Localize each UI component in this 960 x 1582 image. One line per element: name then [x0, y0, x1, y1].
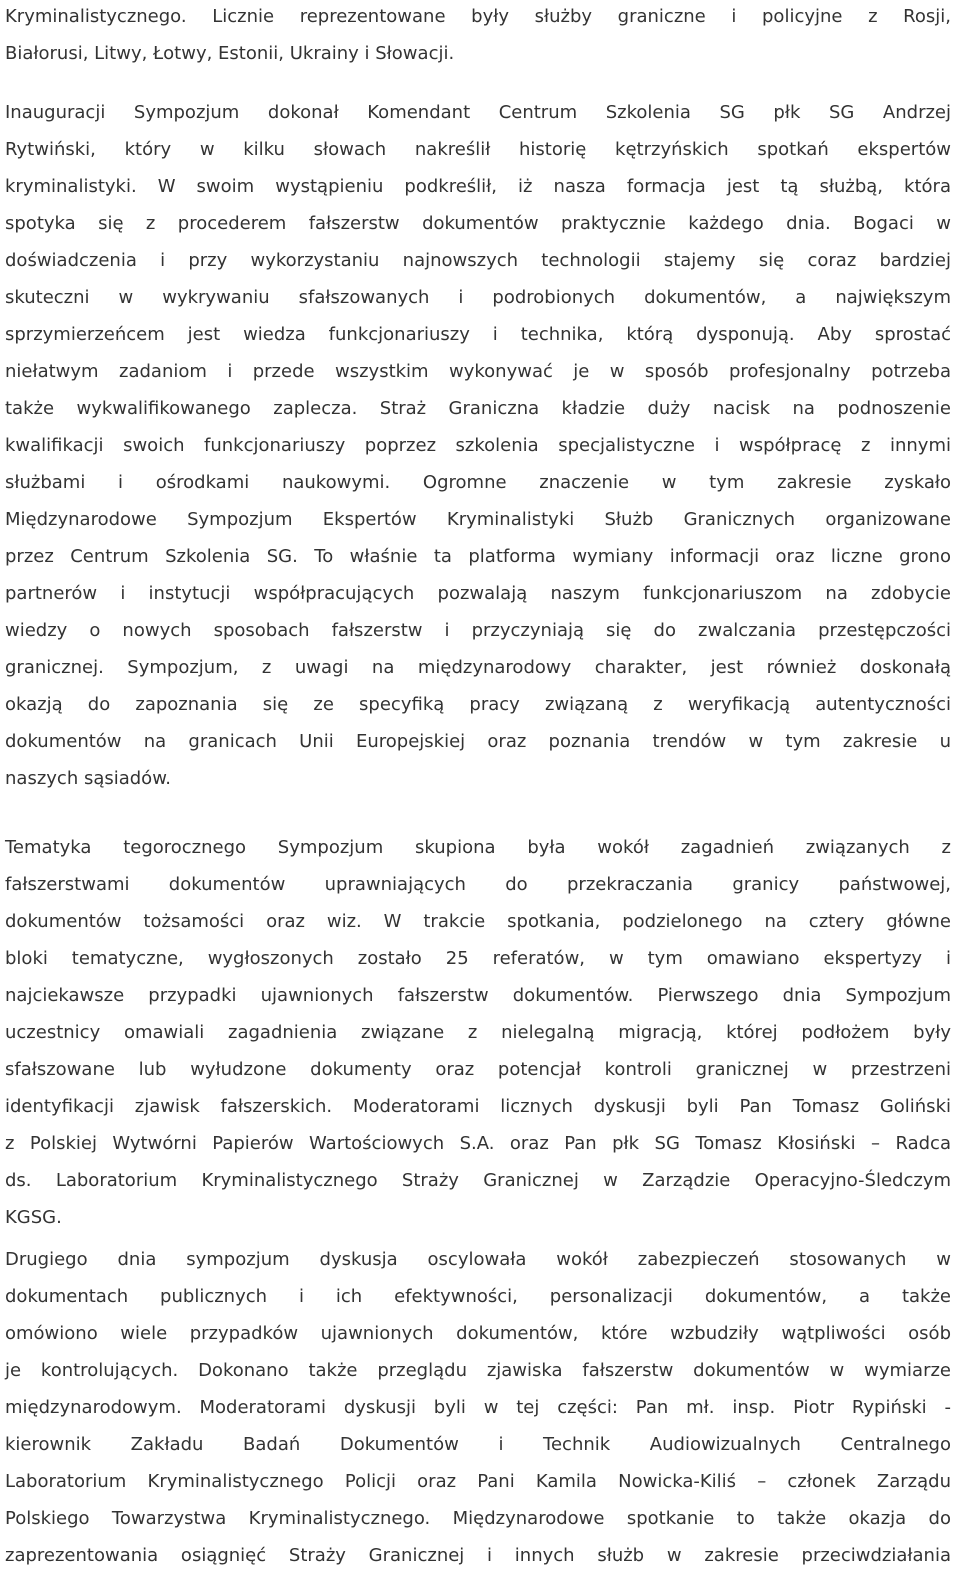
- text-line: Inauguracji Sympozjum dokonał Komendant Centrum Szkolenia SG płk SG Andrzej: [5, 102, 951, 123]
- text-line: uczestnicy omawiali zagadnienia związane z nielegalną migracją, której podłożem były: [5, 1022, 951, 1043]
- text-line: sfałszowane lub wyłudzone dokumenty oraz potencjał kontroli granicznej w przestrzeni: [5, 1059, 951, 1080]
- text-line: ds. Laboratorium Kryminalistycznego Straży Granicznej w Zarządzie Operacyjno-Śledczym: [5, 1170, 951, 1191]
- text-line: Rytwiński, który w kilku słowach nakreślił historię kętrzyńskich spotkań ekspertów: [5, 139, 951, 160]
- text-line: kryminalistyki. W swoim wystąpieniu podkreślił, iż nasza formacja jest tą służbą, która: [5, 176, 951, 197]
- text-line: naszych sąsiadów.: [5, 768, 171, 789]
- text-line: kierownik Zakładu Badań Dokumentów i Technik Audiowizualnych Centralnego: [5, 1434, 951, 1455]
- text-line: z Polskiej Wytwórni Papierów Wartościowych S.A. oraz Pan płk SG Tomasz Kłosiński – Radca: [5, 1133, 951, 1154]
- text-line: dokumentów tożsamości oraz wiz. W trakcie spotkania, podzielonego na cztery główne: [5, 911, 951, 932]
- text-line: partnerów i instytucji współpracujących pozwalają naszym funkcjonariuszom na zdobycie: [5, 583, 951, 604]
- text-line: dokumentach publicznych i ich efektywności, personalizacji dokumentów, a także: [5, 1286, 951, 1307]
- text-line: Międzynarodowe Sympozjum Ekspertów Kryminalistyki Służb Granicznych organizowane: [5, 509, 951, 530]
- text-line: bloki tematyczne, wygłoszonych zostało 25 referatów, w tym omawiano ekspertyzy i: [5, 948, 951, 969]
- text-line: Białorusi, Litwy, Łotwy, Estonii, Ukrainy i Słowacji.: [5, 43, 455, 64]
- text-line: Drugiego dnia sympozjum dyskusja oscylowała wokół zabezpieczeń stosowanych w: [5, 1249, 951, 1270]
- text-line: okazją do zapoznania się ze specyfiką pracy związaną z weryfikacją autentyczności: [5, 694, 951, 715]
- text-line: Kryminalistycznego. Licznie reprezentowane były służby graniczne i policyjne z Rosji,: [5, 6, 951, 27]
- text-line: doświadczenia i przy wykorzystaniu najnowszych technologii stajemy się coraz bardziej: [5, 250, 951, 271]
- text-line: dokumentów na granicach Unii Europejskiej oraz poznania trendów w tym zakresie u: [5, 731, 951, 752]
- text-line: KGSG.: [5, 1207, 62, 1228]
- text-line: fałszerstwami dokumentów uprawniających do przekraczania granicy państwowej,: [5, 874, 951, 895]
- text-line: je kontrolujących. Dokonano także przeglądu zjawiska fałszerstw dokumentów w wymiarze: [5, 1360, 951, 1381]
- text-line: Tematyka tegorocznego Sympozjum skupiona była wokół zagadnień związanych z: [5, 837, 951, 858]
- text-line: granicznej. Sympozjum, z uwagi na międzynarodowy charakter, jest również doskonałą: [5, 657, 951, 678]
- text-line: skuteczni w wykrywaniu sfałszowanych i podrobionych dokumentów, a największym: [5, 287, 951, 308]
- text-line: służbami i ośrodkami naukowymi. Ogromne znaczenie w tym zakresie zyskało: [5, 472, 951, 493]
- text-line: sprzymierzeńcem jest wiedza funkcjonariuszy i technika, którą dysponują. Aby sprostać: [5, 324, 951, 345]
- text-line: Laboratorium Kryminalistycznego Policji oraz Pani Kamila Nowicka-Kiliś – członek Zarządu: [5, 1471, 951, 1492]
- text-line: przez Centrum Szkolenia SG. To właśnie ta platforma wymiany informacji oraz liczne grono: [5, 546, 951, 567]
- text-line: także wykwalifikowanego zaplecza. Straż Graniczna kładzie duży nacisk na podnoszenie: [5, 398, 951, 419]
- text-line: omówiono wiele przypadków ujawnionych dokumentów, które wzbudziły wątpliwości osób: [5, 1323, 951, 1344]
- text-line: zaprezentowania osiągnięć Straży Granicznej i innych służb w zakresie przeciwdziałania: [5, 1545, 951, 1566]
- text-line: identyfikacji zjawisk fałszerskich. Moderatorami licznych dyskusji byli Pan Tomasz Goliński: [5, 1096, 951, 1117]
- text-line: wiedzy o nowych sposobach fałszerstw i przyczyniają się do zwalczania przestępczości: [5, 620, 951, 641]
- text-line: kwalifikacji swoich funkcjonariuszy poprzez szkolenia specjalistyczne i współpracę z innymi: [5, 435, 951, 456]
- text-line: międzynarodowym. Moderatorami dyskusji byli w tej części: Pan mł. insp. Piotr Rypiński -: [5, 1397, 951, 1418]
- text-line: spotyka się z procederem fałszerstw dokumentów praktycznie każdego dnia. Bogaci w: [5, 213, 951, 234]
- text-line: niełatwym zadaniom i przede wszystkim wykonywać je w sposób profesjonalny potrzeba: [5, 361, 951, 382]
- text-line: najciekawsze przypadki ujawnionych fałszerstw dokumentów. Pierwszego dnia Sympozjum: [5, 985, 951, 1006]
- text-line: Polskiego Towarzystwa Kryminalistycznego. Międzynarodowe spotkanie to także okazja do: [5, 1508, 951, 1529]
